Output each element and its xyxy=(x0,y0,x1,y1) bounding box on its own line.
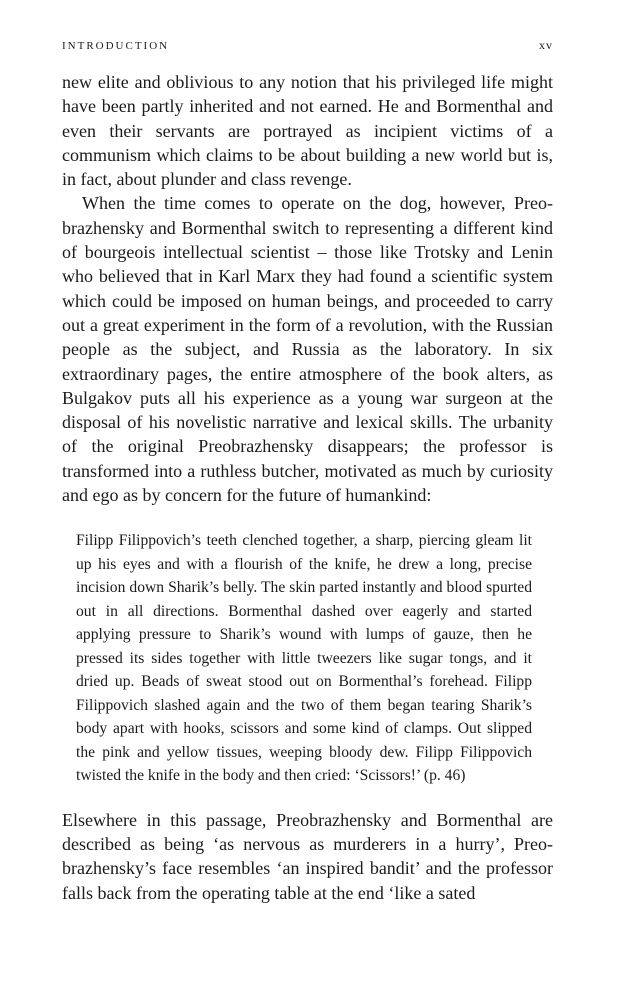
paragraph-2: When the time comes to operate on the dog, however, Preobrazhensky and Bormenthal switch to representing a different kind of bourgeois intellectual scientist – those like Trotsky and Lenin who believed that in Karl Marx they had found a scientific system which could be imposed on human beings, and proceeded to carry out a great experiment in the form of a revolution, with the Russian people as the subject, and Russia as the laboratory. In six extraordinary pages, the entire atmosphere of the book alters, as Bulgakov puts all his experience as a young war surgeon at the disposal of his novelistic narrative and lexical skills. The urbanity of the original Preobrazhensky disappears; the professor is transformed into a ruthless butcher, motivated as much by curiosity and ego as by concern for the future of humankind: xyxy=(62,193,553,506)
paragraph-1: new elite and oblivious to any notion that his privileged life might have been partly inherited and not earned. He and Bormenthal and even their servants are portrayed as incipient victims of a communism which claims to be about building a new world but is, in fact, about plunder and class revenge. xyxy=(62,72,553,190)
running-head xyxy=(62,38,553,58)
book-page xyxy=(62,38,553,905)
block-quote: Filipp Filippovich’s teeth clenched together, a sharp, piercing gleam lit up his eyes and with a flourish of the knife, he drew a long, precise incision down Sharik’s belly. The skin parted instantly and blood spurted out in all directions. Bormenthal dashed over eagerly and started applying pressure to Sharik’s wound with lumps of gauze, then he pressed its sides together with little tweezers like sugar tongs, and it dried up. Beads of sweat stood out on Bormenthal’s forehead. Filipp Filippovich slashed again and the two of them began tearing Sharik’s body apart with hooks, scissors and some kind of clamps. Out slipped the pink and yellow tissues, weeping bloody dew. Filipp Filippovich twisted the knife in the body and then cried: ‘Scissors!’ (p. 46) xyxy=(76,532,532,785)
paragraph-3: Elsewhere in this passage, Preobrazhensky and Bormenthal are described as being ‘as nervous as murderers in a hurry’, Preobrazhensky’s face resembles ‘an inspired bandit’ and the professor falls back from the operating table at the end ‘like a sated xyxy=(62,809,553,903)
page-number: xv xyxy=(539,38,553,52)
running-title: INTRODUCTION xyxy=(62,40,170,52)
